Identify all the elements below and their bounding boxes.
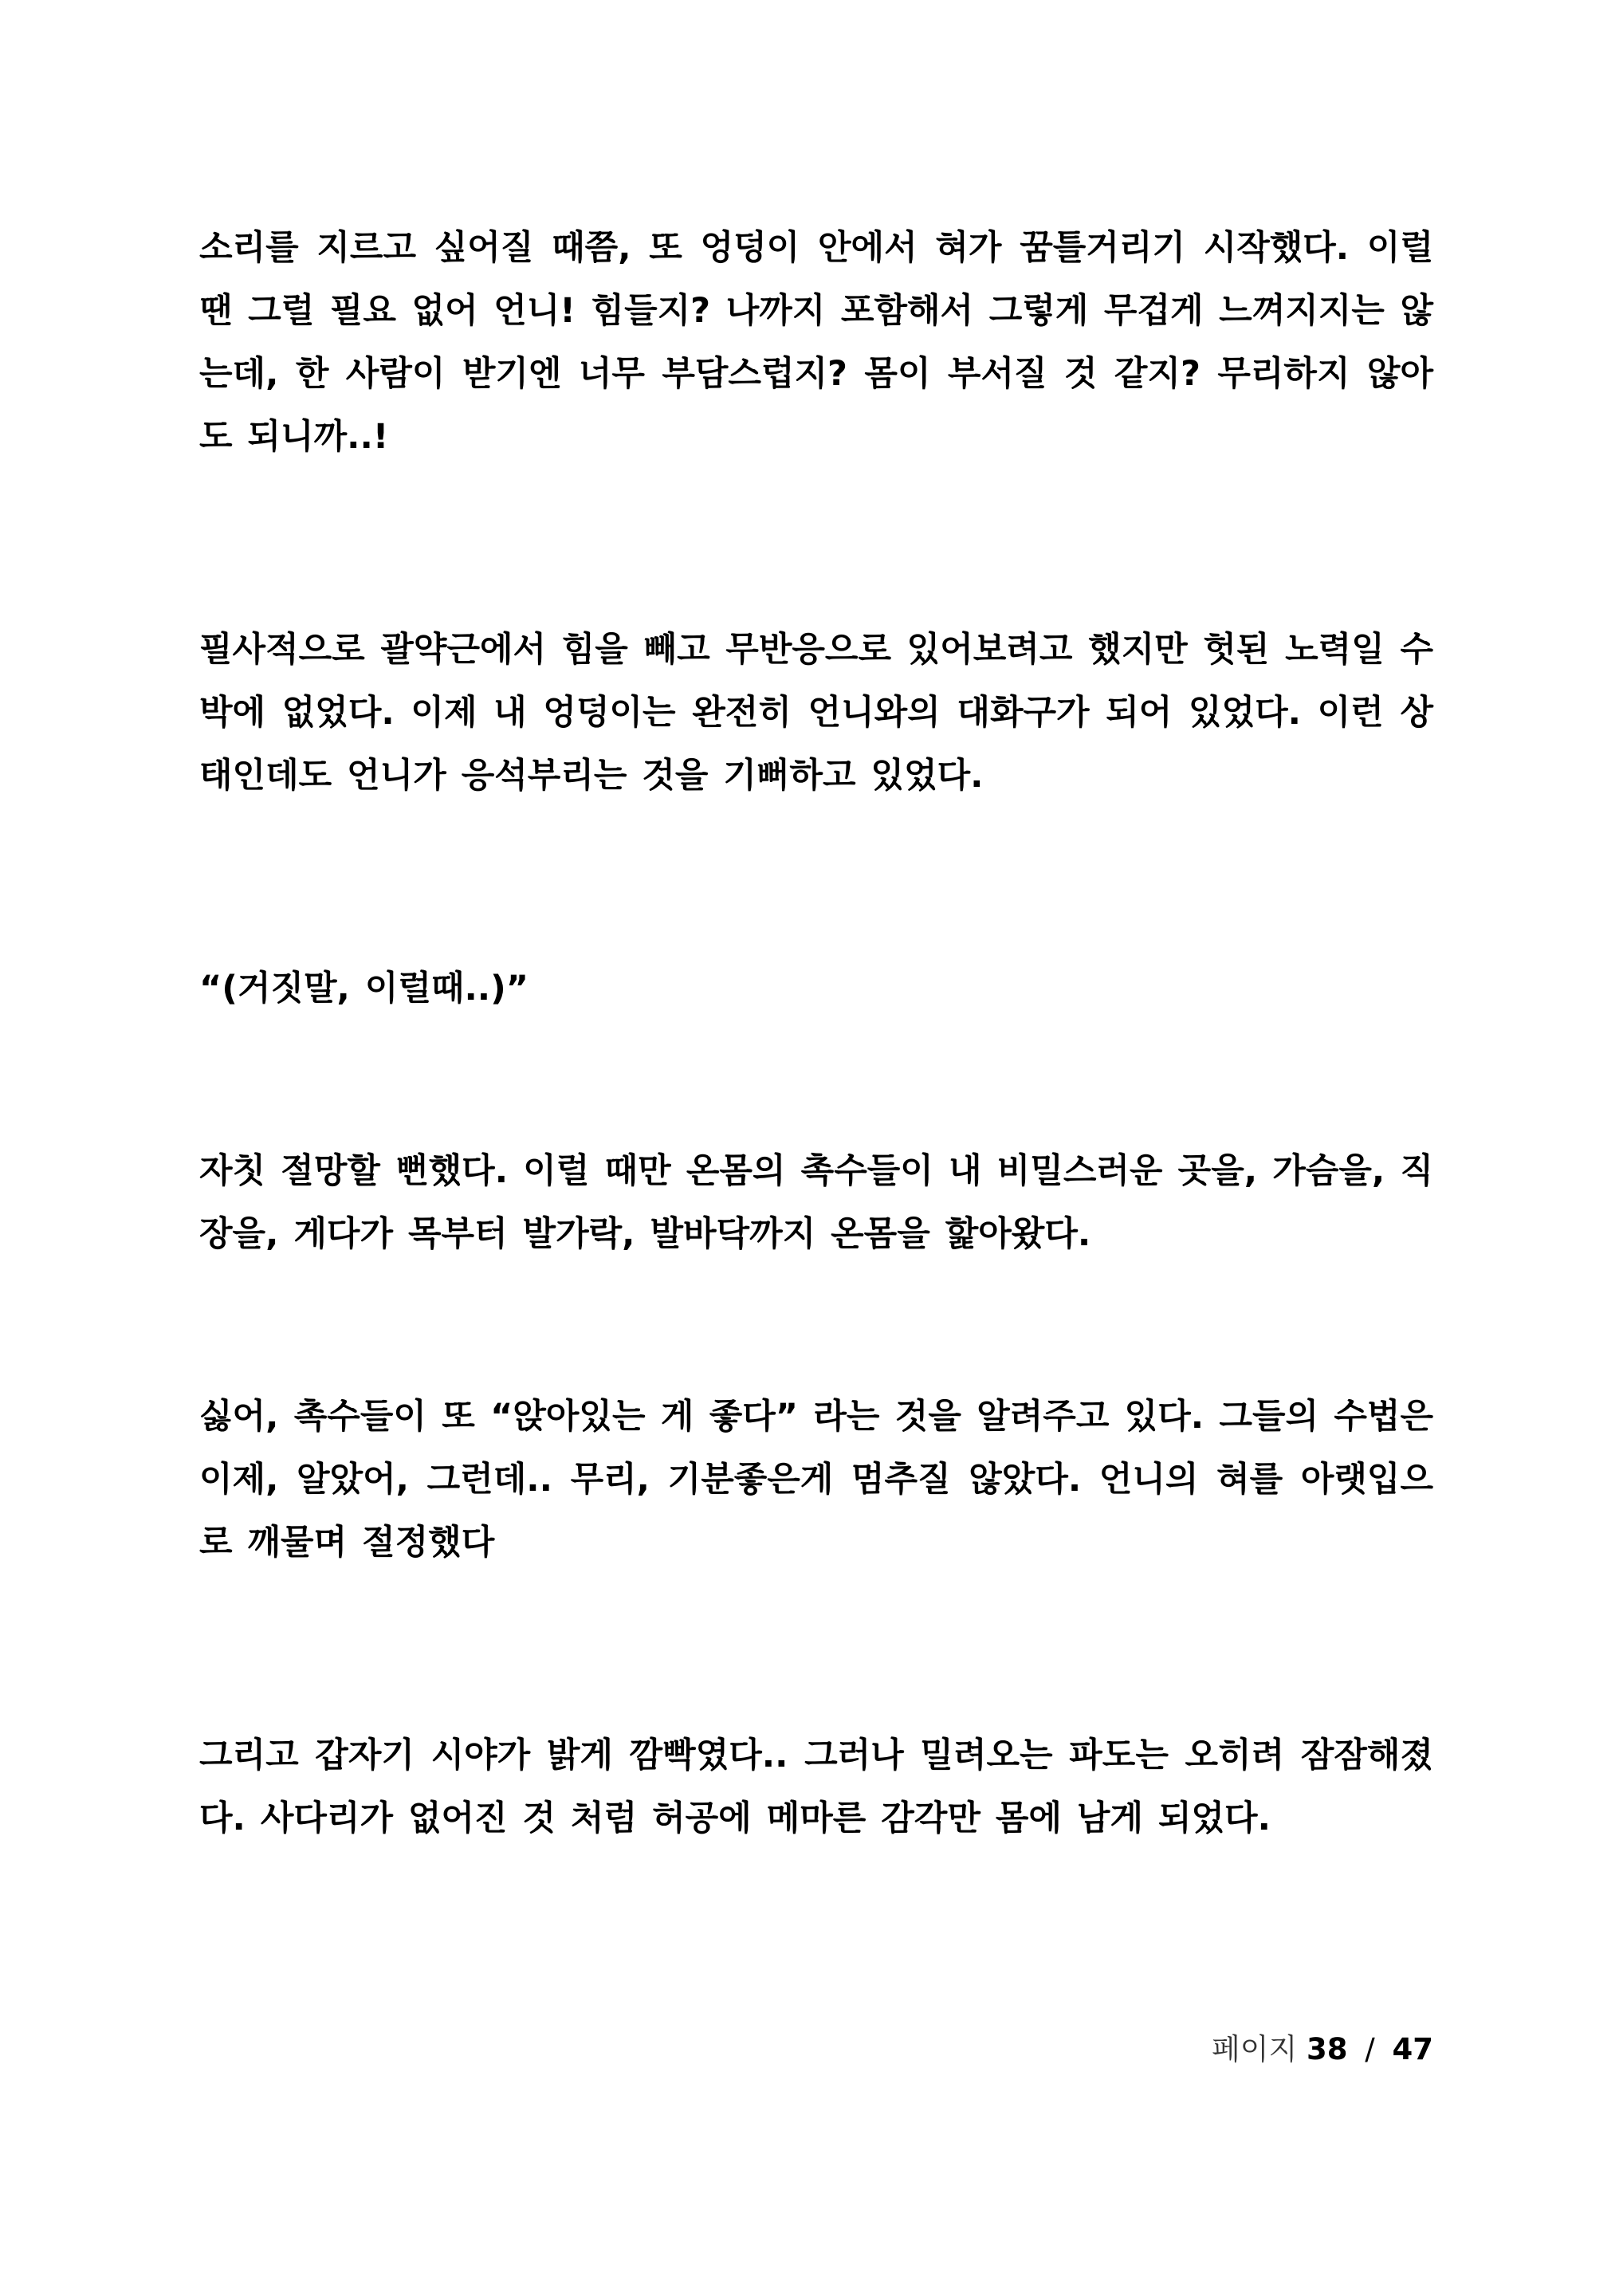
paragraph-5: 싫어, 촉수들이 또 “앉아있는 게 좋다” 라는 것을 알려주고 있다. 그들의 수법은 이제, 알았어, 그런데.. 무리, 기분좋은게 멈추질 않았다. 언니의 혀를 아랫입으로 깨물며 절정했다 <box>199 1397 1433 1563</box>
paragraph-4: 자칫 절망할 뻔했다. 이럴 때만 온몸의 촉수들이 내 비밀스러운 곳을, 가슴을, 직장을, 게다가 목부터 발가락, 발바닥까지 온몸을 핥아왔다. <box>199 1151 1433 1254</box>
page-label: 페이지 <box>1212 2032 1298 2066</box>
page-separator: / <box>1365 2032 1375 2066</box>
document-body <box>199 217 1433 1850</box>
paragraph-2: 필사적으로 괄약근에서 힘을 빼고 무반응으로 있어보려고 했지만 헛된 노력일 수박에 없었다. 이제 내 엉덩이는 완전히 언니와의 대화구가 되어 있었다. 이런 상태인데도 언니가 응석부리는 것을 기뻐하고 있었다. <box>199 630 1433 796</box>
paragraph-3-dialogue: “(거짓말, 이럴때..)” <box>199 969 529 1008</box>
current-page: 38 <box>1307 2032 1348 2066</box>
paragraph-6: 그리고 갑자기 시야가 밝게 깜빡였다.. 그러나 밀려오는 파도는 오히려 잠잠해졌다. 사다리가 없어진 것 처럼 허공에 메마른 감각만 몸에 남게 되었다. <box>199 1736 1433 1838</box>
paragraph-1: 소리를 지르고 싶어질 때쯤, 또 엉덩이 안에서 혀가 꿈틀거리기 시작했다. 이럴 땐 그럴 필요 없어 언니! 힘들지? 나까지 포함해서 그렇게 무겁게 느껴지지는 않는데, 한 사람이 받기엔 너무 부담스럽지? 몸이 부서질 것 같지? 무리하지 않아도 되니까..! <box>199 228 1433 457</box>
page-number <box>1212 2025 1433 2068</box>
total-pages: 47 <box>1392 2032 1433 2066</box>
